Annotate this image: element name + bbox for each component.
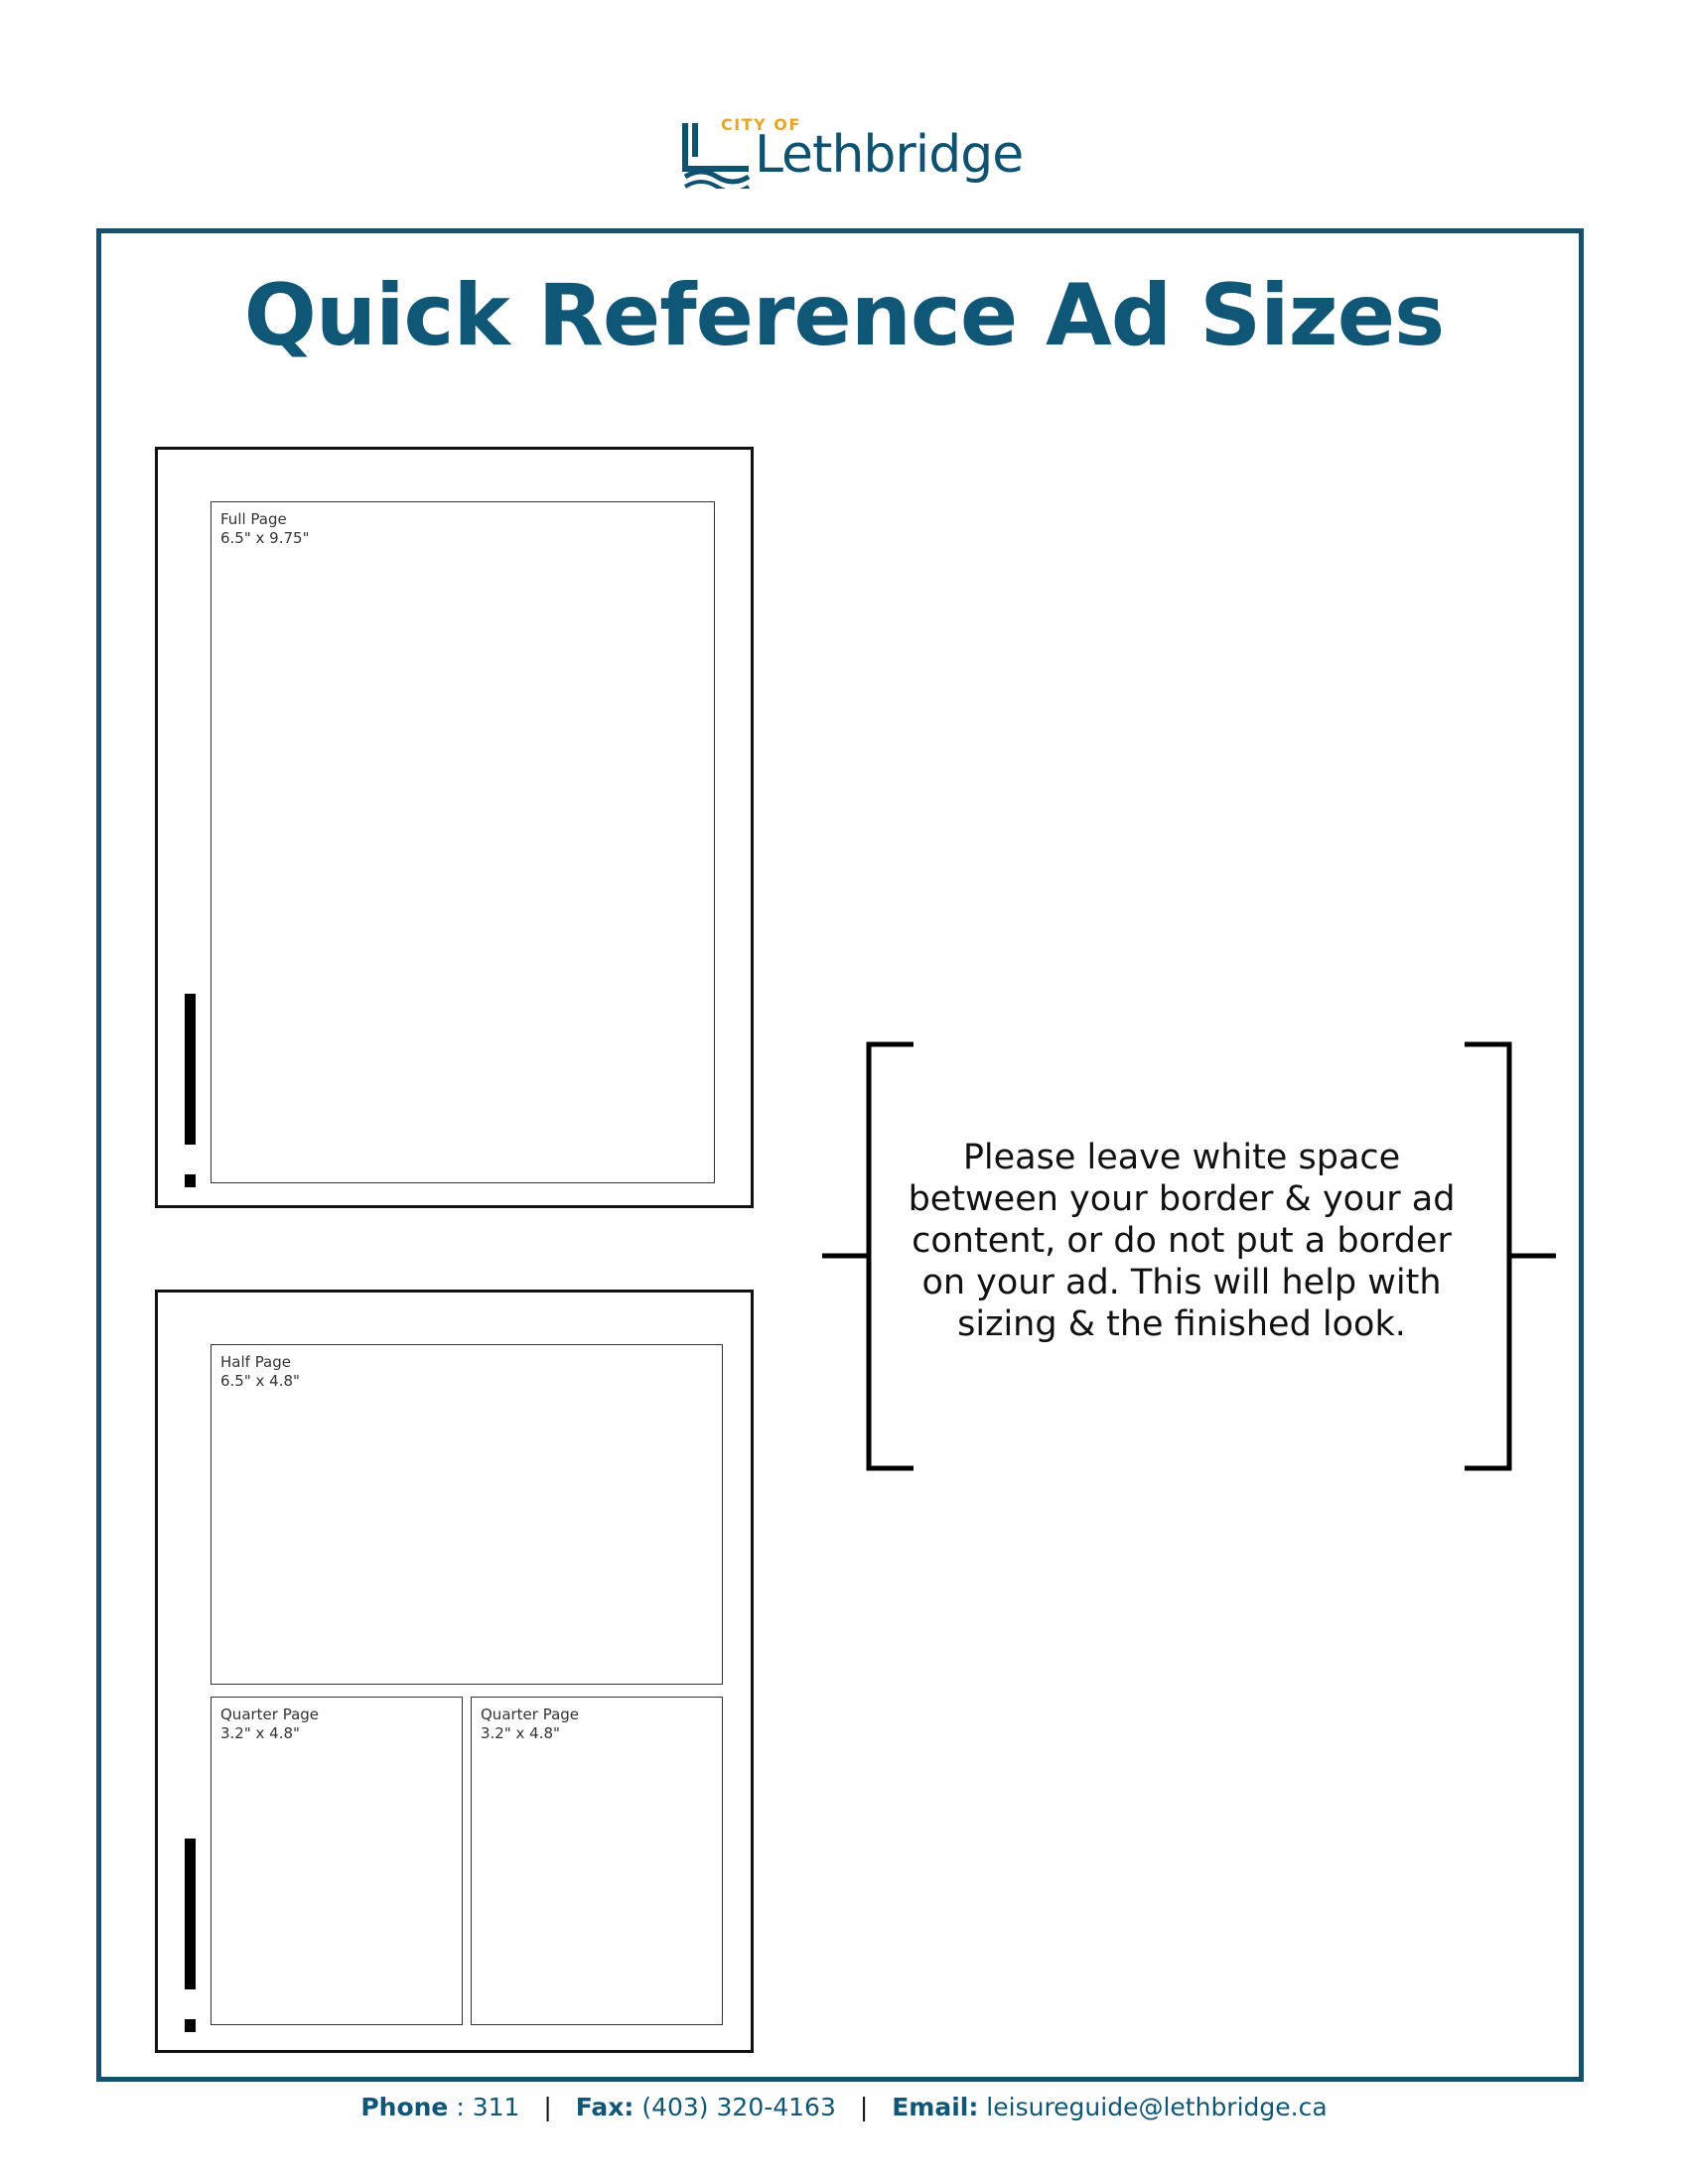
ad-name-label: Quarter Page <box>481 1706 580 1723</box>
ad-name-label: Quarter Page <box>220 1706 320 1723</box>
email-label: Email: <box>892 2093 979 2121</box>
quarter-page-ad-box-left <box>211 1697 463 2025</box>
ad-size-label: 6.5" x 4.8" <box>220 1372 300 1390</box>
logo-city-of-text: CITY OF <box>721 115 801 134</box>
phone-separator: : <box>448 2093 473 2121</box>
city-logo <box>681 111 1024 201</box>
crop-mark-bar <box>185 994 196 1145</box>
email-address[interactable]: leisureguide@lethbridge.ca <box>978 2093 1328 2121</box>
quarter-page-ad-box-right <box>471 1697 723 2025</box>
full-page-sheet <box>155 447 754 1208</box>
white-space-note: Please leave white space between your border & your ad content, or do not put a border on your ad. This will help with sizing & the finished look. <box>908 1138 1456 1344</box>
split-page-sheet <box>155 1290 754 2053</box>
ad-size-label: 3.2" x 4.8" <box>481 1724 560 1742</box>
ad-size-label: 3.2" x 4.8" <box>220 1724 300 1742</box>
ad-name-label: Half Page <box>220 1353 292 1371</box>
logo-name-text: Lethbridge <box>755 125 1024 185</box>
crop-mark-dot <box>185 2019 196 2032</box>
crop-mark-bar <box>185 1839 196 1989</box>
ad-size-label: 6.5" x 9.75" <box>220 529 310 547</box>
footer-separator: | <box>543 2093 552 2121</box>
fax-number: (403) 320-4163 <box>633 2093 836 2121</box>
half-page-ad-box <box>211 1344 723 1685</box>
page-title: Quick Reference Ad Sizes <box>243 266 1445 365</box>
footer-separator: | <box>859 2093 869 2121</box>
ad-name-label: Full Page <box>220 510 287 528</box>
phone-number: 311 <box>472 2093 520 2121</box>
fax-label: Fax: <box>575 2093 634 2121</box>
crop-mark-dot <box>185 1174 196 1187</box>
phone-label: Phone <box>360 2093 449 2121</box>
contact-footer <box>0 2093 1688 2121</box>
full-page-ad-box <box>211 501 715 1183</box>
